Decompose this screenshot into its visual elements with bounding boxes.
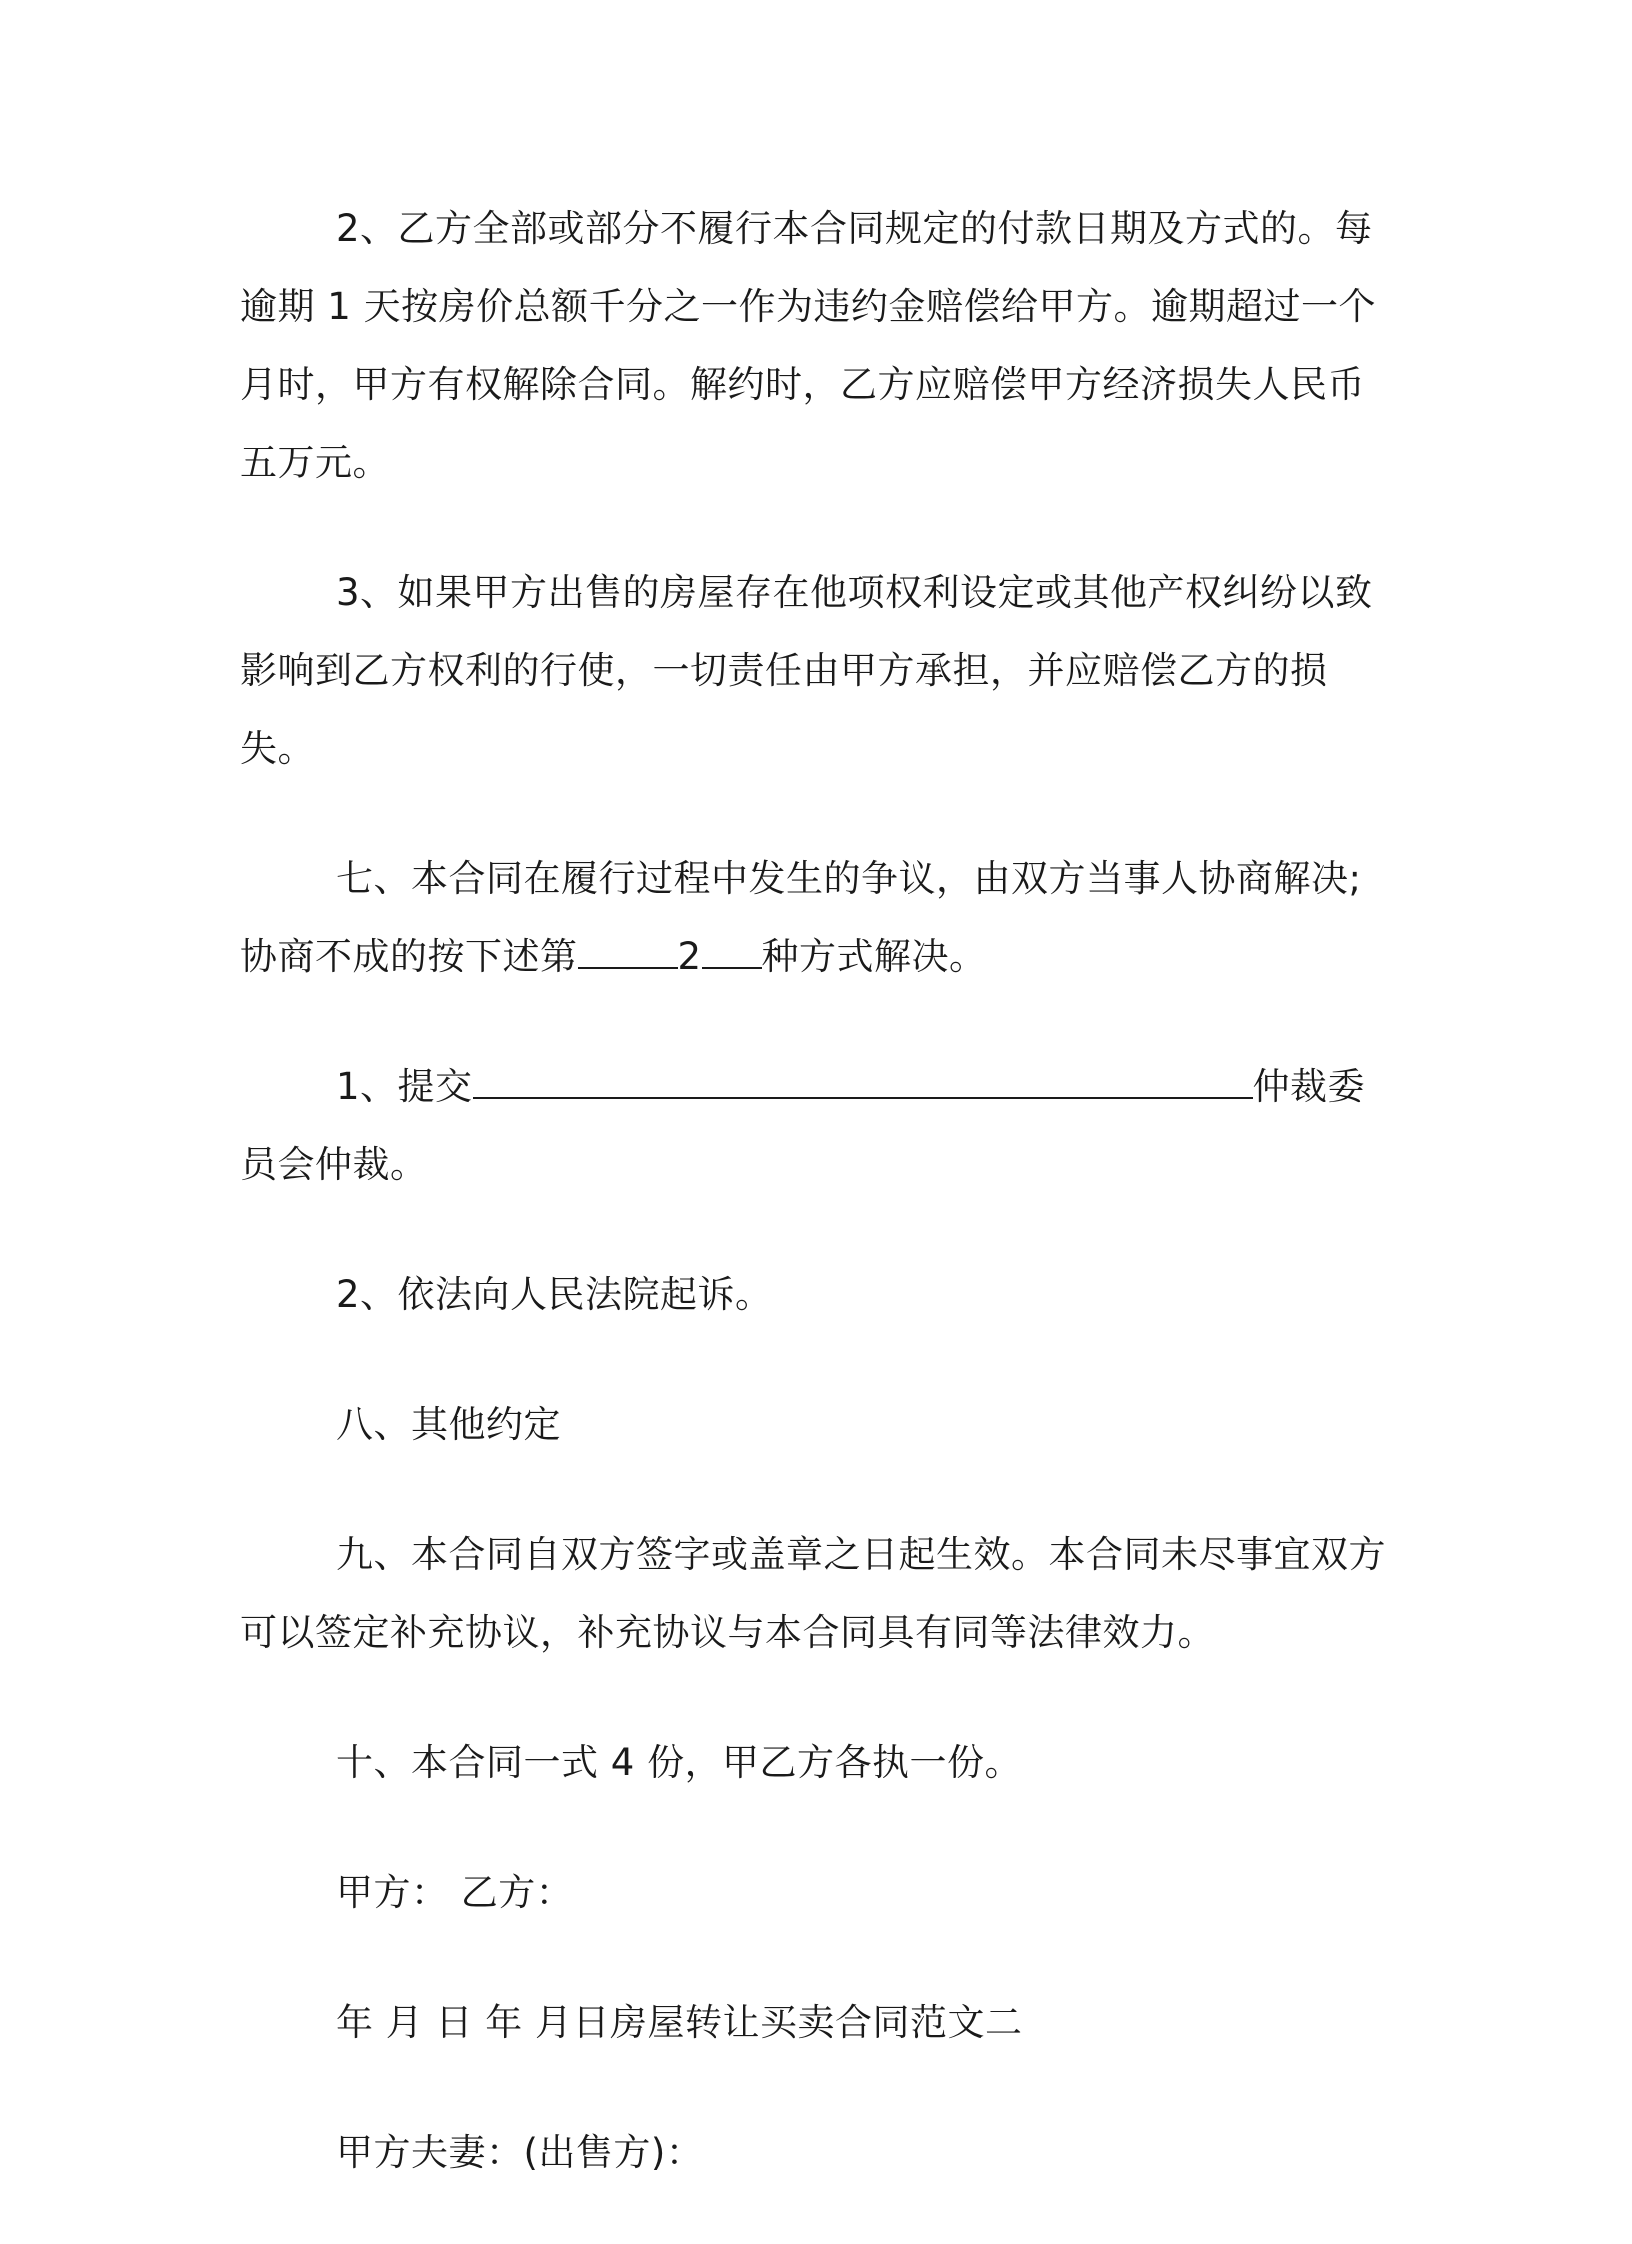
dispute-text-after: 种方式解决。 — [761, 935, 987, 978]
clause-property-rights: 3、如果甲方出售的房屋存在他项权利设定或其他产权纠纷以致影响到乙方权利的行使，一切责任由甲方承担，并应赔偿乙方的损失。 — [240, 571, 1373, 770]
clause-other-agreements: 八、其他约定 — [336, 1403, 561, 1446]
signature-dates-and-heading: 年 月 日 年 月日房屋转让买卖合同范文二 — [336, 2001, 1023, 2044]
clause-litigation: 2、依法向人民法院起诉。 — [336, 1273, 773, 1316]
document-body — [240, 190, 1390, 2244]
clause-dispute-resolution — [240, 840, 1390, 996]
arbitration-committee-blank — [473, 1097, 1253, 1099]
clause-copies: 十、本合同一式 4 份，甲乙方各执一份。 — [336, 1741, 1023, 1784]
clause-payment-default: 2、乙方全部或部分不履行本合同规定的付款日期及方式的。每逾期 1 天按房价总额千分之一作为违约金赔偿给甲方。逾期超过一个月时，甲方有权解除合同。解约时，乙方应赔偿甲方经济损失人民币五万元。 — [240, 207, 1377, 484]
arbitration-text-after: 仲裁委员会仲裁。 — [240, 1065, 1366, 1186]
signature-parties: 甲方： 乙方： — [336, 1871, 574, 1914]
clause-arbitration — [240, 1048, 1390, 1204]
dispute-text-before: 七、本合同在履行过程中发生的争议，由双方当事人协商解决;协商不成的按下述第 — [240, 857, 1362, 978]
clause-effectiveness: 九、本合同自双方签字或盖章之日起生效。本合同未尽事宜双方可以签定补充协议，补充协议与本合同具有同等法律效力。 — [240, 1533, 1386, 1654]
dispute-blank-left — [578, 967, 678, 969]
seller-party-line: 甲方夫妻：(出售方)： — [336, 2131, 704, 2174]
dispute-method-number: 2 — [677, 935, 702, 978]
arbitration-text-before: 1、提交 — [336, 1065, 473, 1108]
dispute-blank-right — [702, 967, 762, 969]
